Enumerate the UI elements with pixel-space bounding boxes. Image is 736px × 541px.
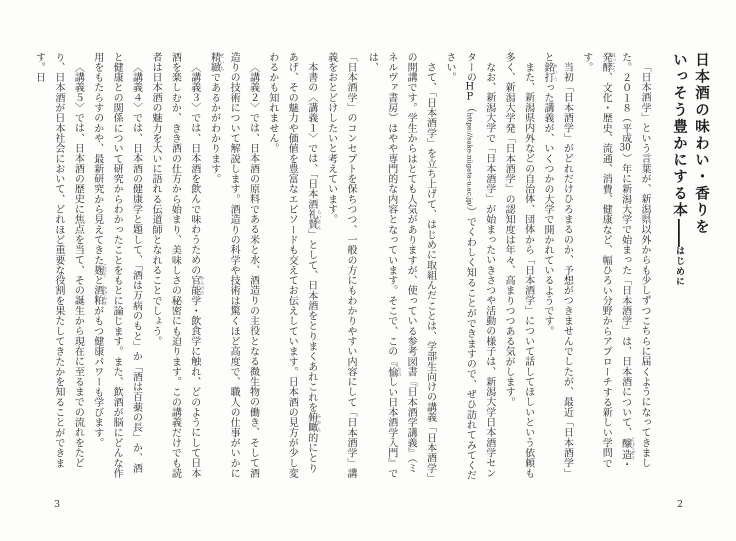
page-number-right: 2 (677, 499, 684, 510)
paragraph: 〈講義５〉では、日本酒の歴史に焦点を当て、その誕生から現在に至るまでの流れをたどり、日本酒が日本社会において、どれほど重要な役割を果たしてきたかを知ることができます。日 (33, 52, 84, 469)
chapter-title (668, 52, 712, 482)
paragraph: 〈講義４〉では、日本酒の健康学と題して、「酒は万病のもと」か「酒は百薬の長」か、酒と健康との関係について研究からわかったことをもとに論じます。また、飲酒が脳にどんな作用をもたらすのかや、最新研究から見えてきた麹 こうじと酒粕 さけかすがもつ健康パワーも学びます。 (91, 52, 142, 479)
page-right (366, 52, 712, 482)
page-number-left: 3 (54, 499, 61, 510)
title-dash: ―― (671, 219, 688, 246)
chapter-subtitle: はじめに (674, 246, 684, 287)
chapter-title-line2-text: いっそう豊かにする本 (671, 52, 688, 219)
paragraph: また、新潟県内外などの自治体、団体から「日本酒学」について話してほしいという依頼も多く、新潟大学発「日本酒学」の認知度は年々、高まりつつある気がします。 (503, 52, 534, 479)
page-left (33, 52, 360, 482)
paragraph: 当初「日本酒学」がどれだけひろまるのか、予想がつきませんでしたが、最近「日本酒学」と銘打 めいうった講義が、いくつかの大学で開かれているようです。 (541, 52, 573, 479)
paragraph: 本書の〈講義１〉では、「日本酒礼賛 らいさん」として、日本酒をとりまくあれこれを俯瞰 ふかん的にとりあげ、その魅力や価値を豊富なエピソードも交えてお伝えしています。日本酒の見方が少し変わるかも知れません。 (266, 52, 322, 479)
paragraph: 〈講義３〉では、日本酒を飲んで味わうための官能 かんのう学・飲食学に触れ、どのようにして日本酒を楽しむか、きき酒の仕方から始まり、美味しさの秘密にも迫ります。この講義だけでも読者は日本酒の魅力を大いに語れる伝道師となれることでしょう。 (149, 52, 205, 479)
paragraph: 〈講義２〉では、日本酒の原料である米と水、酒造りの主役となる微生物の働き、そして酒造りの技術について解説します。酒造りの科学や技術は驚くほど高度で、職人の仕事がいかに精緻 せいちであるかがわかります。 (208, 52, 259, 479)
paragraph: 「日本酒学」のコンセプトを保ちつつ、一般の方にもわかりやすい内容にして「日本酒学」講義をおとどけしたいと考えています。 (325, 52, 356, 479)
paragraph: さて、「日本酒学」を立ち上げて、はじめに取組んだことは、学部生向けの講義「日本酒学」の開講です。学生からはとても人気がありますが、使っている参考図書『日本酒学講義』（ミネルヴァ書房）はやや専門的な内容となっています。そこで、この『愉 たのしい日本酒学入門』では、 (366, 52, 436, 479)
paragraph: 「日本酒学」という言葉が、新潟県以外からも少しずつこちらに届くようになってきました。２０１８（平成30）年に新潟大学で始まった「日本酒学」は、日本酒について、醸造 じょうぞう・発酵 はっこう、文化・歴史、流通、消費、健康など、幅ひろい分野からアプローチする新しい学問です。 (580, 52, 650, 470)
chapter-title-line2 (668, 52, 690, 482)
chapter-title-line1: 日本酒の味わい・香りを (693, 52, 710, 236)
paragraph: なお、新潟大学で「日本酒学」が始まったいきさつや活動の様子は、新潟大学日本酒学センターのHP（https://sake.niigata-u.ac.jp/）でくわしく知ることができますので、ぜひ訪れてみてください。 (443, 52, 495, 481)
